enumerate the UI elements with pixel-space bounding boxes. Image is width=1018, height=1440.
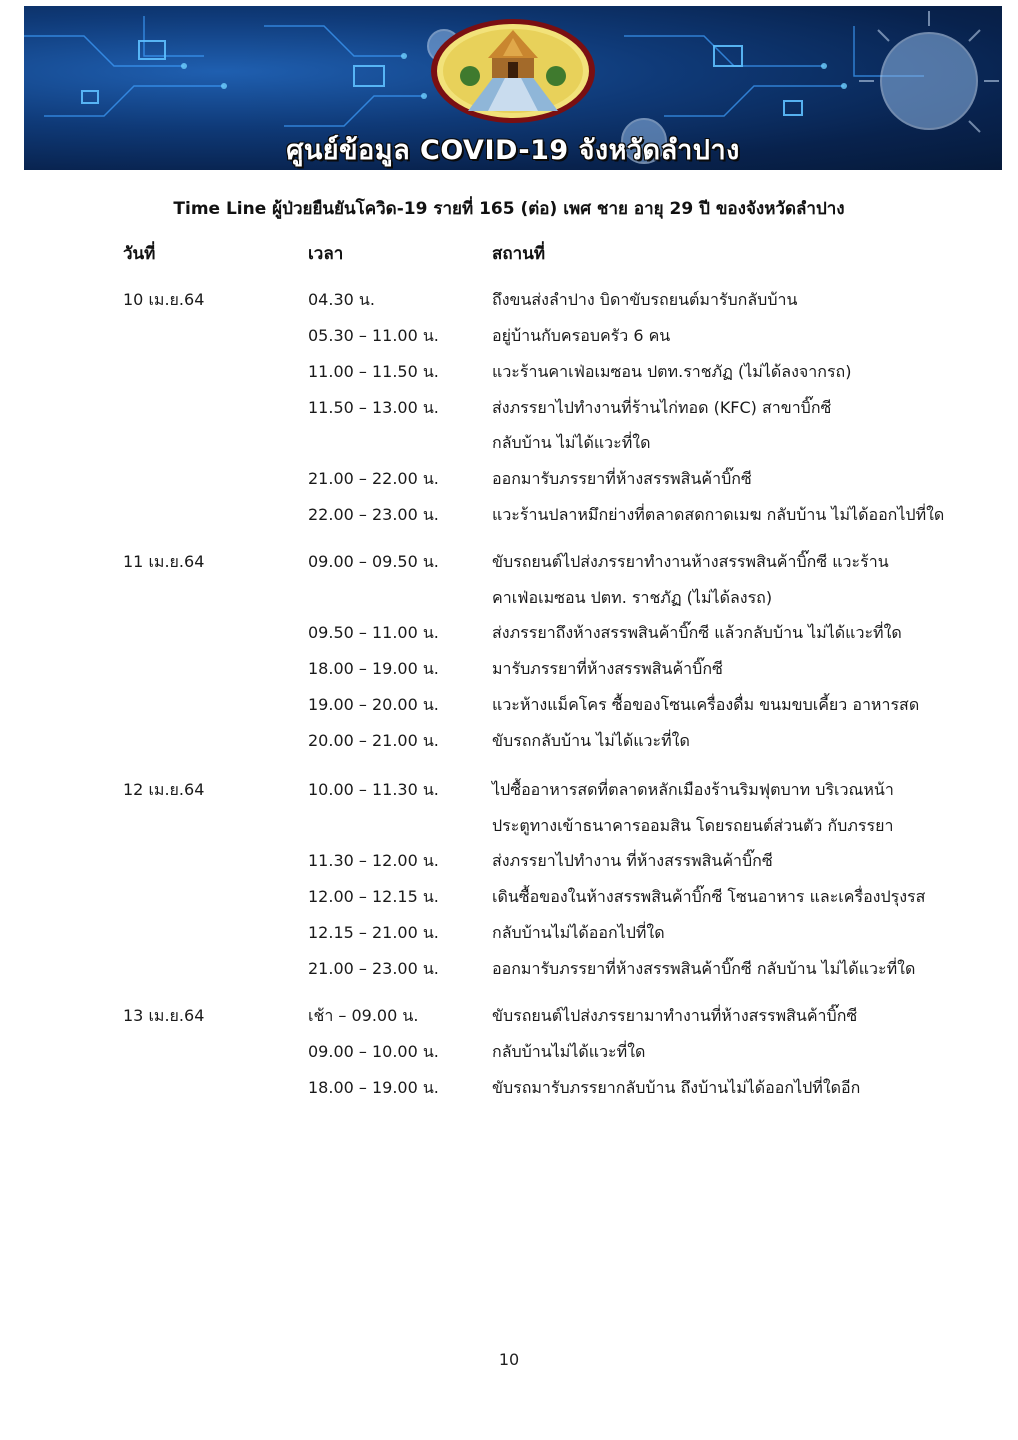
row-time: 12.00 – 12.15 น. xyxy=(308,887,439,906)
row-date: 11 เม.ย.64 xyxy=(123,552,205,571)
covid-info-banner xyxy=(24,6,1002,170)
page-number: 10 xyxy=(498,1350,520,1369)
row-date: 10 เม.ย.64 xyxy=(123,290,205,309)
row-place: แวะห้างแม็คโคร ซื้อของโซนเครื่องดื่ม ขนมขบเคี้ยว อาหารสด xyxy=(492,695,920,714)
row-place: ไปซื้ออาหารสดที่ตลาดหลักเมืองร้านริมฟุตบาท บริเวณหน้า xyxy=(492,780,894,799)
row-date: 13 เม.ย.64 xyxy=(123,1006,205,1025)
column-header-place: สถานที่ xyxy=(492,244,546,264)
row-date: 12 เม.ย.64 xyxy=(123,780,205,799)
row-place: กลับบ้านไม่ได้แวะที่ใด xyxy=(492,1042,646,1061)
row-place: ขับรถกลับบ้าน ไม่ได้แวะที่ใด xyxy=(492,731,690,750)
row-time: 04.30 น. xyxy=(308,290,375,309)
row-time: 22.00 – 23.00 น. xyxy=(308,505,439,524)
row-place: ส่งภรรยาไปทำงานที่ร้านไก่ทอด (KFC) สาขาบิ๊กซี xyxy=(492,398,832,417)
row-time: 09.00 – 10.00 น. xyxy=(308,1042,439,1061)
row-place: คาเฟ่อเมซอน ปตท. ราชภัฏ (ไม่ได้ลงรถ) xyxy=(492,588,773,607)
row-time: 18.00 – 19.00 น. xyxy=(308,659,439,678)
row-place: กลับบ้าน ไม่ได้แวะที่ใด xyxy=(492,433,651,452)
row-time: 12.15 – 21.00 น. xyxy=(308,923,439,942)
row-time: 21.00 – 23.00 น. xyxy=(308,959,439,978)
row-place: ขับรถยนต์ไปส่งภรรยามาทำงานที่ห้างสรรพสินค้าบิ๊กซี xyxy=(492,1006,858,1025)
row-place: ส่งภรรยาถึงห้างสรรพสินค้าบิ๊กซี แล้วกลับบ้าน ไม่ได้แวะที่ใด xyxy=(492,623,902,642)
document-title: Time Line ผู้ป่วยยืนยันโควิด-19 รายที่ 165 (ต่อ) เพศ ชาย อายุ 29 ปี ของจังหวัดลำปาง xyxy=(173,199,845,219)
column-header-date: วันที่ xyxy=(123,244,156,264)
row-place: แวะร้านคาเฟ่อเมซอน ปตท.ราชภัฏ (ไม่ได้ลงจากรถ) xyxy=(492,362,852,381)
row-time: เช้า – 09.00 น. xyxy=(308,1006,419,1025)
row-time: 21.00 – 22.00 น. xyxy=(308,469,439,488)
row-time: 18.00 – 19.00 น. xyxy=(308,1078,439,1097)
column-header-time: เวลา xyxy=(308,244,344,264)
banner-title: ศูนย์ข้อมูล COVID-19 จังหวัดลำปาง xyxy=(286,135,740,166)
row-place: กลับบ้านไม่ได้ออกไปที่ใด xyxy=(492,923,665,942)
row-time: 10.00 – 11.30 น. xyxy=(308,780,439,799)
row-place: ส่งภรรยาไปทำงาน ที่ห้างสรรพสินค้าบิ๊กซี xyxy=(492,851,773,870)
row-time: 11.00 – 11.50 น. xyxy=(308,362,439,381)
row-place: แวะร้านปลาหมึกย่างที่ตลาดสดกาดเมฆ กลับบ้าน ไม่ได้ออกไปที่ใด xyxy=(492,505,945,524)
row-place: มารับภรรยาที่ห้างสรรพสินค้าบิ๊กซี xyxy=(492,659,723,678)
row-place: ขับรถมารับภรรยากลับบ้าน ถึงบ้านไม่ได้ออกไปที่ใดอีก xyxy=(492,1078,861,1097)
row-time: 19.00 – 20.00 น. xyxy=(308,695,439,714)
lampang-seal-logo xyxy=(428,16,598,126)
row-time: 11.30 – 12.00 น. xyxy=(308,851,439,870)
row-time: 09.50 – 11.00 น. xyxy=(308,623,439,642)
row-place: อยู่บ้านกับครอบครัว 6 คน xyxy=(492,326,671,345)
row-time: 05.30 – 11.00 น. xyxy=(308,326,439,345)
row-place: ออกมารับภรรยาที่ห้างสรรพสินค้าบิ๊กซี กลับบ้าน ไม่ได้แวะที่ใด xyxy=(492,959,916,978)
row-time: 20.00 – 21.00 น. xyxy=(308,731,439,750)
row-time: 11.50 – 13.00 น. xyxy=(308,398,439,417)
row-place: ถึงขนส่งลำปาง บิดาขับรถยนต์มารับกลับบ้าน xyxy=(492,290,798,309)
row-place: ประตูทางเข้าธนาคารออมสิน โดยรถยนต์ส่วนตัว กับภรรยา xyxy=(492,816,894,835)
row-place: ออกมารับภรรยาที่ห้างสรรพสินค้าบิ๊กซี xyxy=(492,469,752,488)
row-place: เดินซื้อของในห้างสรรพสินค้าบิ๊กซี โซนอาหาร และเครื่องปรุงรส xyxy=(492,887,926,906)
row-time: 09.00 – 09.50 น. xyxy=(308,552,439,571)
row-place: ขับรถยนต์ไปส่งภรรยาทำงานห้างสรรพสินค้าบิ๊กซี แวะร้าน xyxy=(492,552,889,571)
